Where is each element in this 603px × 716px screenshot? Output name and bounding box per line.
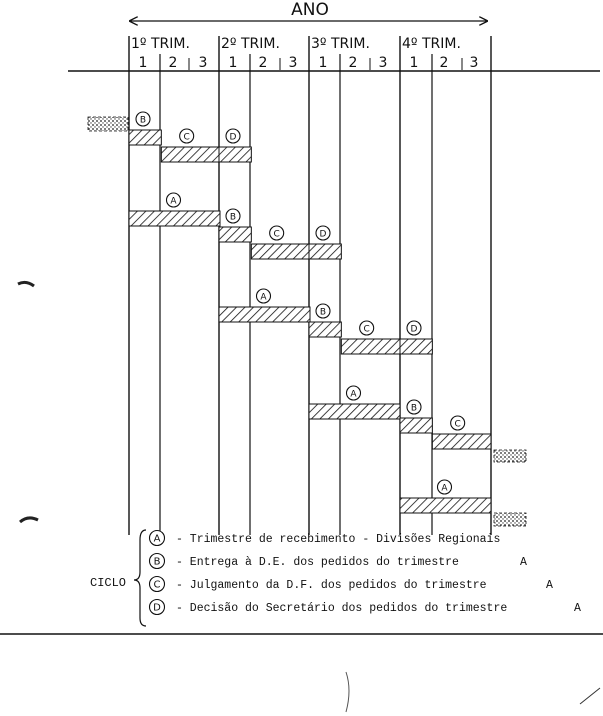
legend-tag: D <box>153 602 161 614</box>
legend-tag: C <box>153 579 161 591</box>
quarter-label: 2º TRIM. <box>221 36 280 52</box>
month-label: 3 <box>378 55 388 71</box>
tag-label: B <box>229 212 237 223</box>
cycle-bar-a <box>309 404 400 419</box>
legend-brace <box>134 530 146 626</box>
legend-group-label: CICLO <box>90 576 127 590</box>
cycle-bar-c <box>432 434 491 449</box>
legend-item-suffix: A <box>520 556 527 569</box>
legend-item-text: - Trimestre de recebimento - Divisões Regionais <box>176 533 501 546</box>
timeline-grid <box>129 36 491 535</box>
tag-label: A <box>260 292 267 303</box>
year-label: ANO <box>291 0 329 20</box>
month-label: 2 <box>258 55 268 71</box>
legend-tag: A <box>153 533 161 545</box>
quarter-label: 1º TRIM. <box>131 36 190 52</box>
next-year-continuation-c <box>494 450 526 462</box>
tag-label: D <box>410 324 418 335</box>
scan-mark <box>580 688 600 704</box>
cycle-bar-a <box>219 307 310 322</box>
timeline-header <box>131 36 478 71</box>
cycle-bar-b <box>309 322 341 337</box>
month-label: 3 <box>469 55 479 71</box>
previous-year-continuation <box>88 117 128 131</box>
month-label: 1 <box>228 55 238 71</box>
legend-tag: B <box>153 556 161 568</box>
cycle-bars <box>129 112 491 513</box>
month-label: 1 <box>318 55 328 71</box>
scan-mark <box>20 518 38 522</box>
cycle-bar-d <box>309 244 341 259</box>
cycle-bar-b <box>219 227 251 242</box>
month-label: 2 <box>348 55 358 71</box>
legend-item-suffix: A <box>546 579 553 592</box>
tag-label: D <box>229 132 237 143</box>
tag-label: C <box>183 132 190 143</box>
cycle-bar-c <box>161 147 220 162</box>
next-year-continuation-a <box>494 513 526 526</box>
month-label: 1 <box>409 55 419 71</box>
cycle-bar-a <box>400 498 491 513</box>
tag-label: B <box>319 307 327 318</box>
tag-label: C <box>454 419 461 430</box>
legend <box>90 530 581 626</box>
tag-label: C <box>363 324 370 335</box>
legend-item-text: - Entrega à D.E. dos pedidos do trimestre <box>176 556 459 569</box>
month-label: 2 <box>168 55 178 71</box>
legend-item-suffix: A <box>574 602 581 615</box>
legend-item-text: - Julgamento da D.F. dos pedidos do trimestre <box>176 579 487 592</box>
tag-label: A <box>441 483 448 494</box>
cycle-bar-d <box>400 339 432 354</box>
cycle-bar-b <box>400 418 432 433</box>
tag-label: B <box>410 403 418 414</box>
month-label: 1 <box>138 55 148 71</box>
cycle-bar-a <box>129 211 220 226</box>
tag-label: C <box>273 229 280 240</box>
cycle-bar-c <box>251 244 310 259</box>
quarter-label: 4º TRIM. <box>402 36 461 52</box>
month-label: 3 <box>288 55 298 71</box>
scan-mark <box>18 282 34 286</box>
tag-label: D <box>319 229 327 240</box>
tag-label: A <box>350 389 357 400</box>
cycle-bar-c <box>341 339 400 354</box>
month-label: 3 <box>198 55 208 71</box>
legend-item-text: - Decisão do Secretário dos pedidos do trimestre <box>176 602 508 615</box>
scan-mark <box>346 672 349 712</box>
tag-label: B <box>139 115 147 126</box>
tag-label: A <box>170 196 177 207</box>
cycle-bar-b <box>129 130 161 145</box>
month-label: 2 <box>439 55 449 71</box>
quarter-label: 3º TRIM. <box>311 36 370 52</box>
cycle-bar-d <box>219 147 251 162</box>
